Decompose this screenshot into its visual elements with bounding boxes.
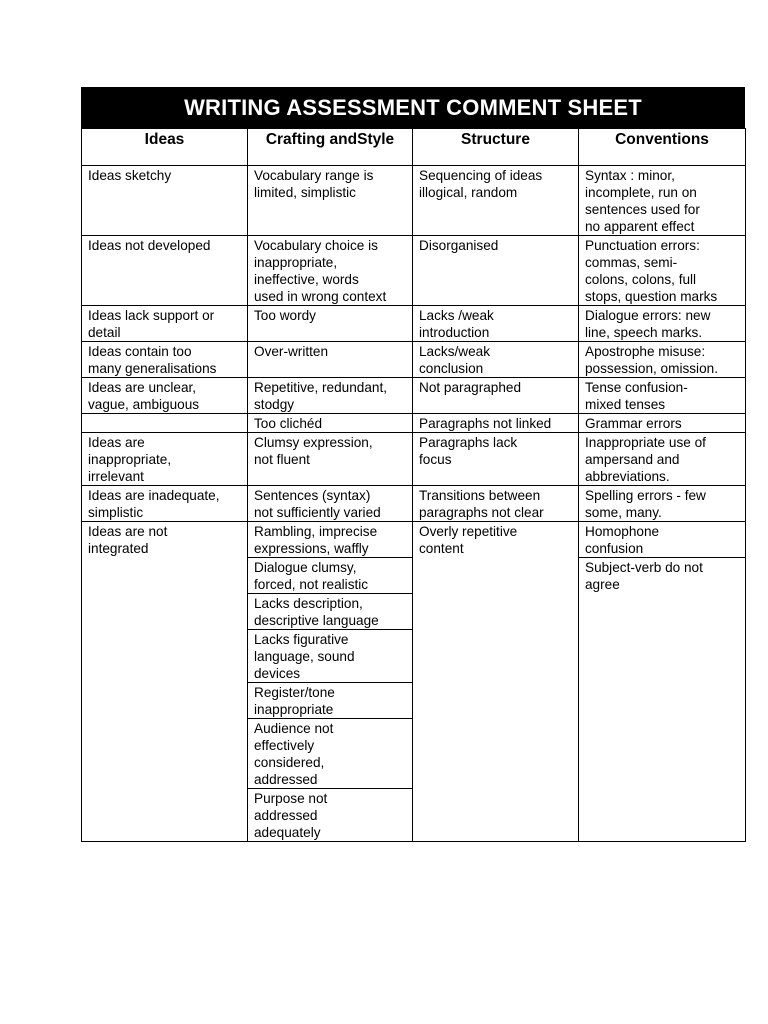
header-structure: Structure [413, 129, 579, 166]
cell-line: Homophone [585, 524, 660, 539]
cell-line: adequately [254, 825, 321, 840]
cell-line: simplistic [88, 505, 144, 520]
cell-line: Inappropriate use of [585, 435, 706, 450]
header-conventions: Conventions [579, 129, 746, 166]
cell-line: Syntax : minor, [585, 168, 675, 183]
table-row [82, 433, 746, 486]
cell-line: Transitions between [419, 488, 541, 503]
table-row [82, 342, 746, 378]
cell-ideas [82, 306, 248, 342]
cell-line: Ideas contain too [88, 344, 192, 359]
cell-ideas [82, 378, 248, 414]
cell-line: not sufficiently varied [254, 505, 381, 520]
cell-line: Rambling, imprecise [254, 524, 378, 539]
cell-conventions [579, 522, 746, 558]
cell-conventions [579, 378, 746, 414]
cell-crafting [248, 594, 413, 630]
table-row [82, 414, 746, 433]
cell-crafting [248, 378, 413, 414]
cell-line: some, many. [585, 505, 662, 520]
cell-line: Not paragraphed [419, 380, 522, 395]
cell-line: language, sound [254, 649, 355, 664]
cell-line: Paragraphs lack [419, 435, 518, 450]
cell-line: inappropriate, [88, 452, 172, 467]
cell-line: Over-written [254, 344, 329, 359]
cell-line: Lacks /weak [419, 308, 494, 323]
cell-line: inappropriate [254, 702, 334, 717]
cell-line: detail [88, 325, 121, 340]
cell-line: sentences used for [585, 202, 700, 217]
cell-line: Paragraphs not linked [419, 416, 552, 431]
cell-line: abbreviations. [585, 469, 670, 484]
cell-crafting [248, 306, 413, 342]
cell-line: incomplete, run on [585, 185, 697, 200]
cell-line: Lacks figurative [254, 632, 349, 647]
cell-line: Ideas not developed [88, 238, 211, 253]
cell-ideas [82, 486, 248, 522]
cell-line: integrated [88, 541, 149, 556]
cell-ideas [82, 522, 248, 842]
cell-line: Vocabulary choice is [254, 238, 378, 253]
cell-line: Lacks description, [254, 596, 363, 611]
cell-line: Ideas are [88, 435, 145, 450]
cell-line: illogical, random [419, 185, 518, 200]
header-row [82, 129, 746, 166]
cell-structure [413, 414, 579, 433]
cell-line: stops, question marks [585, 289, 718, 304]
cell-conventions [579, 486, 746, 522]
cell-structure [413, 378, 579, 414]
cell-crafting [248, 433, 413, 486]
cell-line: Ideas are unclear, [88, 380, 197, 395]
cell-line: Ideas lack support or [88, 308, 215, 323]
cell-conventions [579, 342, 746, 378]
table-row [82, 522, 746, 558]
cell-conventions [579, 558, 746, 842]
table-row [82, 236, 746, 306]
cell-structure [413, 522, 579, 842]
cell-line: Apostrophe misuse: [585, 344, 706, 359]
cell-crafting [248, 414, 413, 433]
cell-line: Register/tone [254, 685, 335, 700]
cell-line: devices [254, 666, 301, 681]
table-row [82, 306, 746, 342]
cell-crafting [248, 486, 413, 522]
cell-line: Sentences (syntax) [254, 488, 371, 503]
cell-ideas [82, 166, 248, 236]
cell-crafting [248, 522, 413, 558]
cell-line: no apparent effect [585, 219, 695, 234]
cell-ideas [82, 414, 248, 433]
cell-line: ineffective, words [254, 272, 359, 287]
cell-line: descriptive language [254, 613, 379, 628]
cell-ideas [82, 342, 248, 378]
cell-line: stodgy [254, 397, 295, 412]
cell-line: many generalisations [88, 361, 217, 376]
cell-conventions [579, 236, 746, 306]
cell-line: mixed tenses [585, 397, 666, 412]
cell-line: Subject-verb do not [585, 560, 703, 575]
cell-line: Overly repetitive [419, 524, 518, 539]
cell-structure [413, 306, 579, 342]
cell-line: commas, semi- [585, 255, 678, 270]
cell-ideas [82, 236, 248, 306]
cell-line: forced, not realistic [254, 577, 369, 592]
cell-line: possession, omission. [585, 361, 718, 376]
comment-table [81, 128, 746, 842]
table-row [82, 166, 746, 236]
cell-line: Purpose not [254, 791, 328, 806]
cell-structure [413, 342, 579, 378]
cell-crafting [248, 166, 413, 236]
cell-line: irrelevant [88, 469, 144, 484]
cell-line: expressions, waffly [254, 541, 369, 556]
table-row [82, 378, 746, 414]
cell-crafting [248, 630, 413, 683]
cell-line: confusion [585, 541, 644, 556]
cell-conventions [579, 433, 746, 486]
cell-conventions [579, 166, 746, 236]
cell-line: Clumsy expression, [254, 435, 373, 450]
cell-line: addressed [254, 808, 318, 823]
cell-structure [413, 486, 579, 522]
cell-line: line, speech marks. [585, 325, 703, 340]
cell-crafting [248, 558, 413, 594]
cell-conventions [579, 414, 746, 433]
cell-line: Disorganised [419, 238, 499, 253]
cell-line: Tense confusion- [585, 380, 688, 395]
cell-line: Too wordy [254, 308, 316, 323]
cell-line: focus [419, 452, 452, 467]
cell-line: considered, [254, 755, 325, 770]
cell-line: colons, colons, full [585, 272, 697, 287]
cell-crafting [248, 719, 413, 789]
cell-line: Vocabulary range is [254, 168, 374, 183]
cell-line: Punctuation errors: [585, 238, 700, 253]
assessment-sheet [81, 87, 745, 842]
cell-crafting [248, 342, 413, 378]
cell-line: Dialogue clumsy, [254, 560, 357, 575]
cell-line: used in wrong context [254, 289, 387, 304]
cell-crafting [248, 236, 413, 306]
cell-line: Audience not [254, 721, 334, 736]
cell-line: Lacks/weak [419, 344, 491, 359]
cell-line: addressed [254, 772, 318, 787]
cell-line: Ideas are not [88, 524, 168, 539]
cell-line: introduction [419, 325, 490, 340]
cell-line: content [419, 541, 464, 556]
cell-crafting [248, 789, 413, 842]
cell-line: Too clichéd [254, 416, 323, 431]
cell-line: Dialogue errors: new [585, 308, 711, 323]
table-row [82, 486, 746, 522]
sheet-title: WRITING ASSESSMENT COMMENT SHEET [81, 87, 745, 128]
cell-line: Ideas sketchy [88, 168, 172, 183]
cell-ideas [82, 433, 248, 486]
cell-structure [413, 236, 579, 306]
cell-line: conclusion [419, 361, 484, 376]
cell-line: agree [585, 577, 620, 592]
cell-line: vague, ambiguous [88, 397, 200, 412]
cell-line: effectively [254, 738, 315, 753]
header-ideas: Ideas [82, 129, 248, 166]
cell-conventions [579, 306, 746, 342]
cell-line: limited, simplistic [254, 185, 356, 200]
cell-line: inappropriate, [254, 255, 338, 270]
cell-line: Grammar errors [585, 416, 682, 431]
cell-structure [413, 166, 579, 236]
cell-line: Repetitive, redundant, [254, 380, 388, 395]
header-crafting: Crafting andStyle [248, 129, 413, 166]
cell-line: Sequencing of ideas [419, 168, 543, 183]
cell-line: Spelling errors - few [585, 488, 706, 503]
cell-line: paragraphs not clear [419, 505, 544, 520]
cell-line: ampersand and [585, 452, 680, 467]
cell-crafting [248, 683, 413, 719]
cell-structure [413, 433, 579, 486]
cell-line: Ideas are inadequate, [88, 488, 220, 503]
cell-line: not fluent [254, 452, 310, 467]
